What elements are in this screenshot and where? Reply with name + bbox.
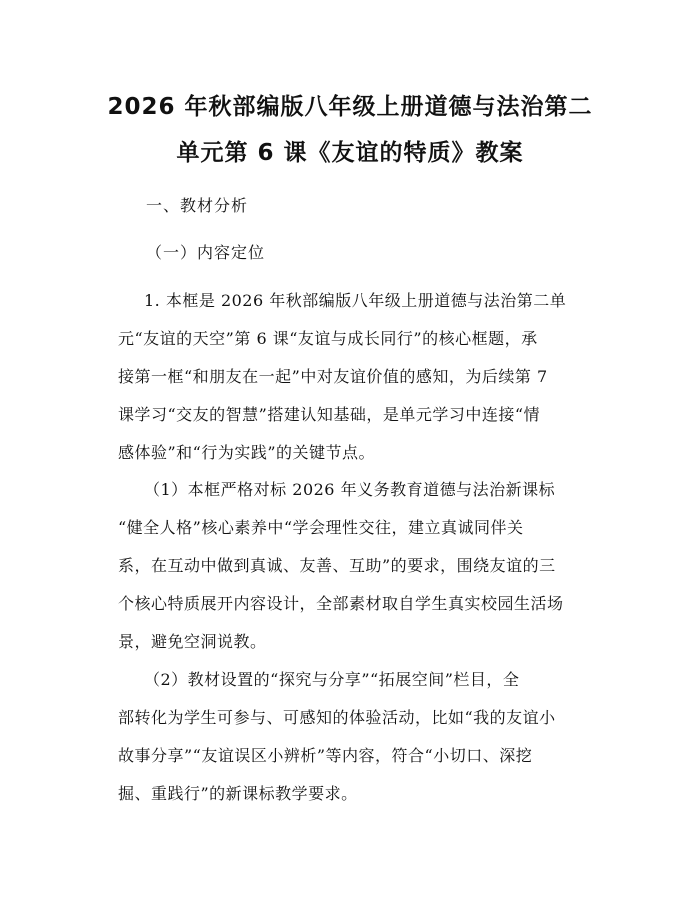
- paragraph-line: 接第一框“和朋友在一起”中对友谊价值的感知，为后续第 7: [118, 367, 548, 386]
- section-heading-teaching-material-analysis: 一、教材分析: [146, 196, 249, 215]
- paragraph-line: 掘、重践行”的新课标教学要求。: [118, 784, 358, 803]
- paragraph-line: （2）教材设置的“探究与分享”“拓展空间”栏目，全: [144, 670, 520, 689]
- paragraph-line: 感体验”和“行为实践”的关键节点。: [118, 443, 376, 462]
- subsection-heading-content-positioning: （一）内容定位: [146, 243, 266, 262]
- paragraph-line: 系，在互动中做到真诚、友善、互助”的要求，围绕友谊的三: [118, 556, 556, 575]
- document-title-line-2: 单元第 6 课《友谊的特质》教案: [176, 140, 524, 166]
- paragraph-2: [118, 471, 604, 661]
- paragraph-line: 景，避免空洞说教。: [118, 632, 267, 651]
- paragraph-line: （1）本框严格对标 2026 年义务教育道德与法治新课标: [144, 480, 556, 499]
- paragraph-1: [118, 282, 604, 472]
- document-title-line-1: 2026 年秋部编版八年级上册道德与法治第二: [107, 94, 593, 120]
- paragraph-line: “健全人格”核心素养中“学会理性交往，建立真诚同伴关: [118, 518, 524, 537]
- paragraph-line: 1. 本框是 2026 年秋部编版八年级上册道德与法治第二单: [144, 291, 567, 310]
- paragraph-3: [118, 661, 604, 813]
- paragraph-line: 部转化为学生可参与、可感知的体验活动，比如“我的友谊小: [118, 708, 556, 727]
- paragraph-line: 故事分享”“友谊误区小辨析”等内容，符合“小切口、深挖: [118, 746, 533, 765]
- paragraph-line: 课学习“交友的智慧”搭建认知基础，是单元学习中连接“情: [118, 405, 541, 424]
- paragraph-line: 个核心特质展开内容设计，全部素材取自学生真实校园生活场: [118, 594, 564, 613]
- paragraph-line: 元“友谊的天空”第 6 课“友谊与成长同行”的核心框题，承: [118, 329, 538, 348]
